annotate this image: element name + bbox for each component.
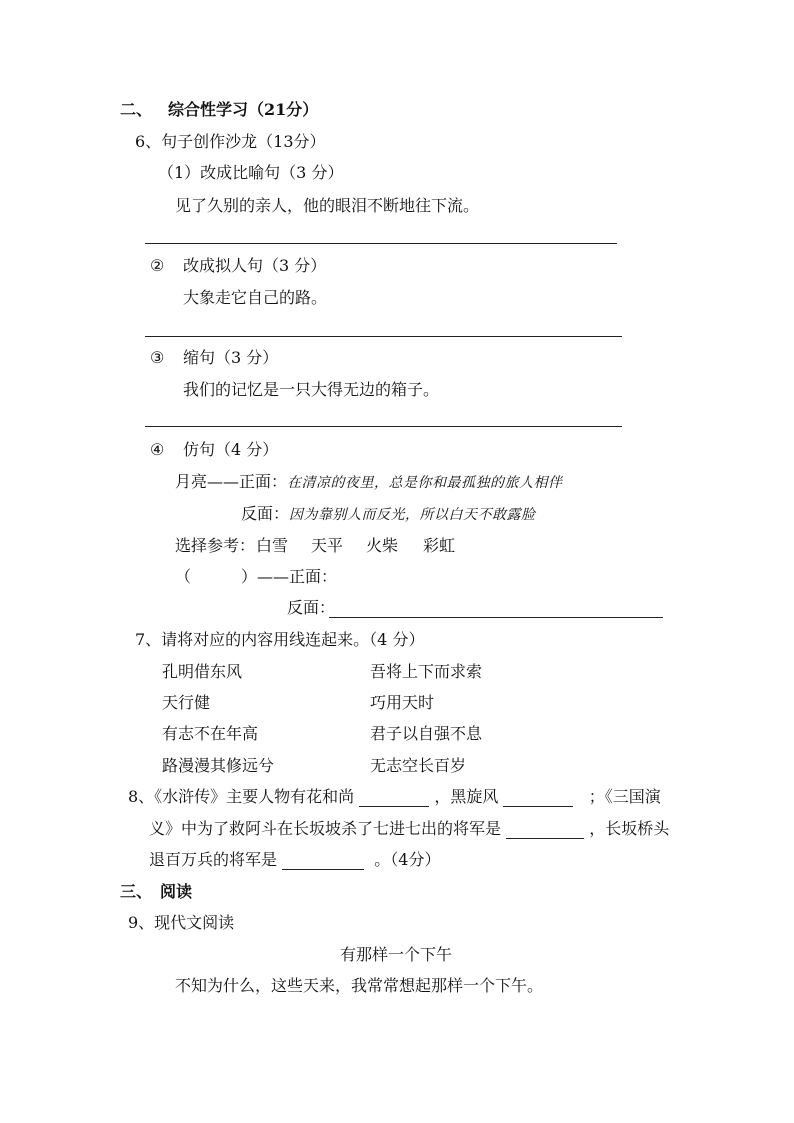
q8-text-2a: 义》中为了救阿斗在长坂坡杀了七进七出的将军是 — [149, 819, 502, 838]
q8-line-2 — [149, 819, 669, 839]
match-left-item[interactable]: 孔明借东风 — [162, 662, 243, 681]
q8-text-1a: 8、《水浒传》主要人物有花和尚 — [128, 787, 355, 806]
answer-blank-zhangfei[interactable] — [282, 853, 364, 870]
match-right-item[interactable]: 吾将上下而求索 — [370, 662, 483, 681]
q6-part4-label: 仿句（4 分） — [183, 440, 279, 459]
answer-line-2[interactable] — [145, 336, 622, 337]
q8-text-1c: ；《三国演 — [588, 787, 661, 806]
match-left-item[interactable]: 天行健 — [162, 693, 211, 712]
example-front-text: 在清凉的夜里，总是你和最孤独的旅人相伴 — [287, 475, 563, 491]
example-back-line — [241, 504, 536, 525]
q6-part4-number: ④ — [150, 440, 165, 459]
q8-text-3a: 退百万兵的将军是 — [149, 850, 278, 869]
q6-part1-sentence: 见了久别的亲人，他的眼泪不断地往下流。 — [175, 196, 480, 215]
answer-line-1[interactable] — [145, 243, 617, 244]
match-right-item[interactable]: 君子以自强不息 — [370, 724, 483, 743]
choice-item: 彩虹 — [423, 536, 456, 555]
choice-item: 天平 — [311, 536, 344, 555]
answer-line-3[interactable] — [145, 426, 622, 427]
q8-text-2b: ，长坂桥头 — [589, 819, 670, 838]
example-back-text: 因为靠别人而反光，所以白天不敢露脸 — [289, 507, 536, 523]
q8-text-3b: 。（4分） — [374, 850, 441, 869]
blank-back-label: 反面： — [287, 598, 336, 617]
q8-line-1 — [128, 787, 661, 807]
match-right-item[interactable]: 巧用天时 — [370, 693, 435, 712]
q6-part2-number: ② — [150, 256, 165, 275]
section-2-title: 综合性学习（21分） — [168, 100, 319, 119]
match-right-item[interactable]: 无志空长百岁 — [370, 756, 467, 775]
q9-title: 9、现代文阅读 — [128, 913, 235, 932]
choices-label: 选择参考： — [175, 536, 256, 555]
section-3-number: 三、 — [120, 882, 153, 901]
choice-item: 白雪 — [256, 536, 289, 555]
q6-part3-label: 缩句（3 分） — [183, 348, 279, 367]
q6-part1-label: （1）改成比喻句（3 分） — [158, 163, 344, 182]
q6-title: 6、句子创作沙龙（13分） — [135, 132, 326, 151]
blank-front-label: ）——正面： — [241, 567, 338, 586]
choice-item: 火柴 — [366, 536, 399, 555]
q6-part2-sentence: 大象走它自己的路。 — [183, 288, 328, 307]
example-back-prefix: 反面： — [241, 504, 290, 523]
answer-blank-zhaoyun[interactable] — [506, 822, 584, 839]
q8-text-1b: ，黑旋风 — [434, 787, 499, 806]
blank-open-paren: （ — [175, 567, 192, 586]
section-2-number: 二、 — [120, 100, 153, 119]
section-3-title: 阅读 — [160, 882, 193, 901]
q6-part3-sentence: 我们的记忆是一只大得无边的箱子。 — [183, 380, 440, 399]
answer-blank-huaheshang[interactable] — [359, 790, 429, 807]
article-first-line: 不知为什么，这些天来，我常常想起那样一个下午。 — [175, 976, 544, 995]
q8-line-3 — [149, 850, 440, 870]
match-left-item[interactable]: 路漫漫其修远兮 — [162, 756, 275, 775]
example-front-prefix: 月亮——正面： — [175, 472, 288, 491]
q6-part2-label: 改成拟人句（3 分） — [183, 256, 327, 275]
article-title: 有那样一个下午 — [340, 945, 453, 964]
match-left-item[interactable]: 有志不在年高 — [162, 724, 259, 743]
answer-blank-heixuanfeng[interactable] — [503, 790, 573, 807]
q6-part3-number: ③ — [150, 348, 165, 367]
answer-line-back[interactable] — [329, 617, 663, 618]
q7-title: 7、请将对应的内容用线连起来。（4 分） — [135, 630, 425, 649]
example-front-line — [175, 472, 563, 493]
